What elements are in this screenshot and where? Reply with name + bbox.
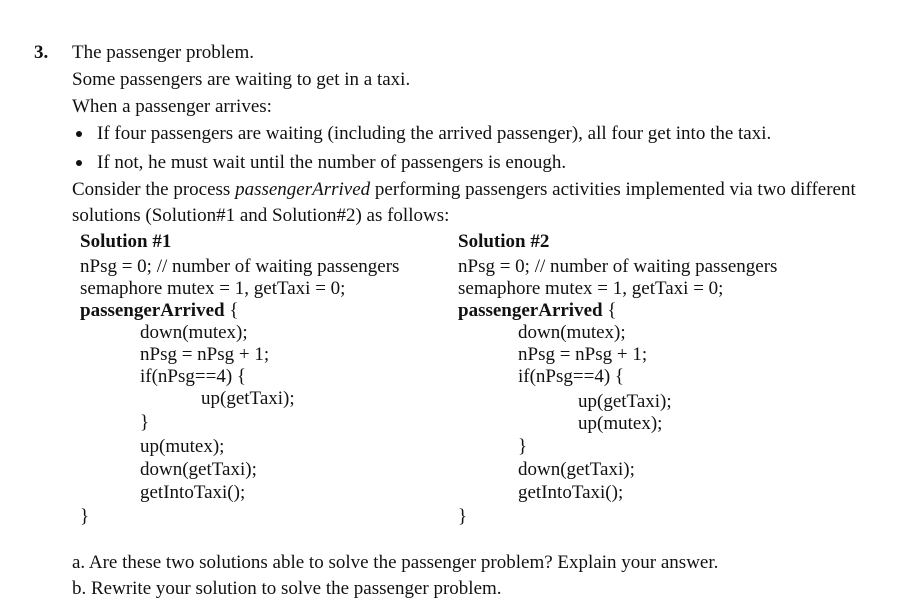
bullet-item: If not, he must wait until the number of passengers is enough.	[97, 152, 567, 173]
code-line: getIntoTaxi();	[518, 482, 624, 503]
question-title: The passenger problem.	[72, 42, 255, 63]
code-line: semaphore mutex = 1, getTaxi = 0;	[458, 278, 724, 299]
solution-2-heading: Solution #2	[458, 231, 550, 252]
code-line: nPsg = nPsg + 1;	[140, 344, 270, 365]
bullet-icon	[76, 160, 82, 166]
subquestion-a: a. Are these two solutions able to solve the passenger problem? Explain your answer.	[72, 552, 719, 573]
solution-1-heading: Solution #1	[80, 231, 172, 252]
consider-line-2: solutions (Solution#1 and Solution#2) as follows:	[72, 205, 450, 226]
code-line: if(nPsg==4) {	[518, 366, 625, 387]
code-line: down(mutex);	[518, 322, 626, 343]
bullet-item: If four passengers are waiting (including the arrived passenger), all four get into the taxi.	[97, 123, 772, 144]
code-line: nPsg = 0; // number of waiting passengers	[458, 256, 778, 277]
code-line: down(mutex);	[140, 322, 248, 343]
code-line: nPsg = 0; // number of waiting passengers	[80, 256, 400, 277]
code-line: up(getTaxi);	[578, 391, 672, 412]
code-line: getIntoTaxi();	[140, 482, 246, 503]
code-line: up(mutex);	[578, 413, 663, 434]
function-signature: passengerArrived {	[458, 300, 617, 321]
intro-line-2: When a passenger arrives:	[72, 96, 272, 117]
function-signature: passengerArrived {	[80, 300, 239, 321]
question-number: 3.	[34, 42, 49, 63]
code-line: up(mutex);	[140, 436, 225, 457]
function-name: passengerArrived	[235, 179, 371, 200]
code-line: }	[140, 412, 150, 433]
closing-brace: }	[458, 506, 468, 527]
intro-line-1: Some passengers are waiting to get in a taxi.	[72, 69, 411, 90]
code-line: if(nPsg==4) {	[140, 366, 247, 387]
code-line: up(getTaxi);	[201, 388, 295, 409]
subquestion-b: b. Rewrite your solution to solve the passenger problem.	[72, 578, 502, 599]
code-line: nPsg = nPsg + 1;	[518, 344, 648, 365]
bullet-icon	[76, 131, 82, 137]
code-line: semaphore mutex = 1, getTaxi = 0;	[80, 278, 346, 299]
closing-brace: }	[80, 506, 90, 527]
code-line: down(getTaxi);	[140, 459, 257, 480]
code-line: }	[518, 436, 528, 457]
code-line: down(getTaxi);	[518, 459, 635, 480]
consider-line-1: Consider the process passengerArrived performing passengers activities implemented via two different	[72, 179, 856, 200]
